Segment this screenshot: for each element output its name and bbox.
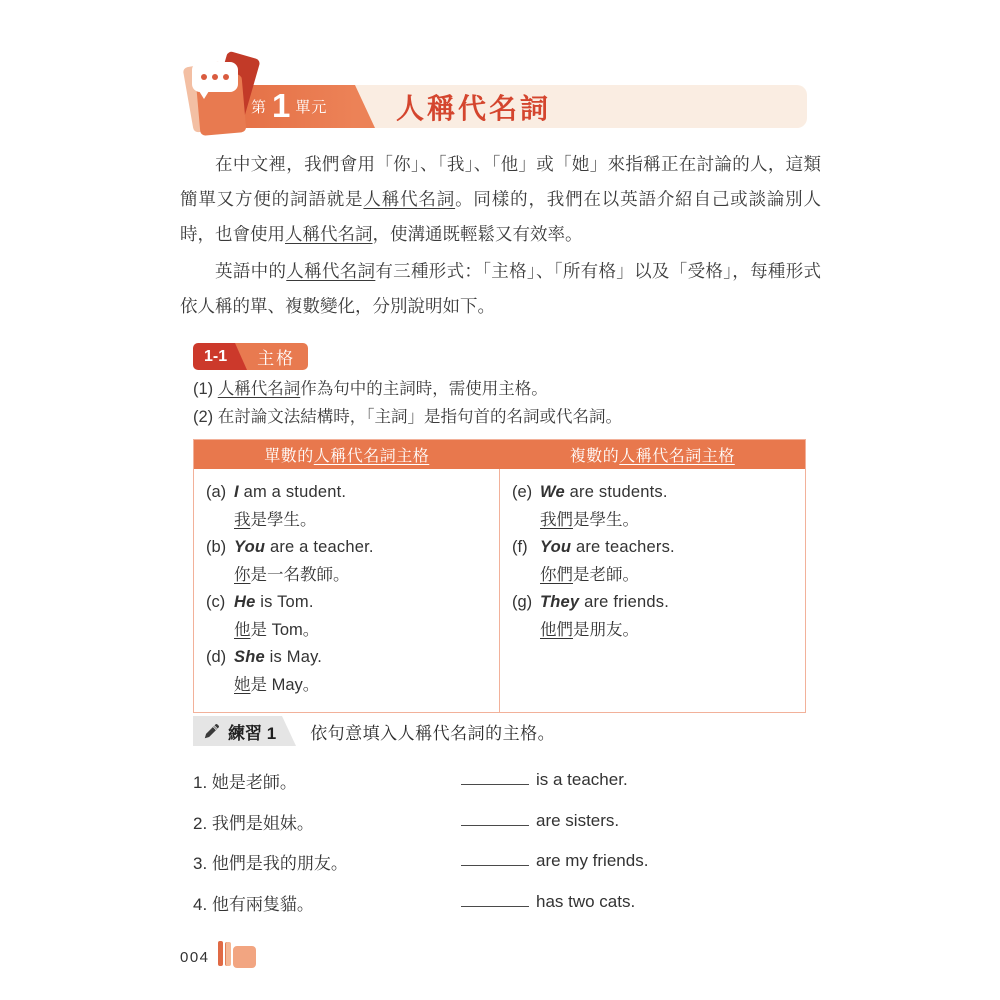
book-tabs-icon	[218, 938, 260, 970]
table-column-singular	[194, 469, 499, 712]
table-entry: (e) We are students. 我們是學生。	[512, 483, 668, 529]
table-header-plural: 複數的 人稱代名詞主格	[569, 448, 735, 465]
unit-banner	[193, 85, 807, 128]
pencil-icon	[203, 722, 221, 740]
unit-badge-slant	[355, 85, 375, 128]
answer-blank	[461, 768, 529, 785]
section-title: 主格	[235, 343, 308, 370]
intro-paragraph-1: 在中文裡，我們會用「你」、「我」、「他」或「她」來指稱正在討論的人，這類簡單又方便的詞語就是人稱代名詞。同樣的，我們在以英語介紹自己或談論別人時，也會使用人稱代名詞，使溝通既輕鬆又有效率。	[180, 154, 822, 244]
exercise-item: 4. 他有兩隻貓。 has two cats.	[193, 892, 636, 914]
grammar-table	[193, 439, 806, 713]
section-badge	[193, 343, 308, 370]
table-column-plural	[499, 469, 805, 712]
chapter-decoration	[186, 52, 270, 142]
exercise-instruction: 依句意填入人稱代名詞的主格。	[310, 723, 556, 743]
unit-suffix: 單元	[295, 99, 328, 116]
section-note-2: (2) 在討論文法結構時，「主詞」是指句首的名詞或代名詞。	[193, 408, 622, 426]
table-entry: (f) You are teachers. 你們是老師。	[512, 538, 675, 584]
page-number: 004	[180, 949, 210, 966]
answer-blank	[461, 809, 529, 826]
answer-blank	[461, 849, 529, 866]
table-body	[194, 469, 805, 712]
table-entry: (c) He is Tom. 他是 Tom。	[206, 593, 320, 639]
table-header-row	[194, 440, 805, 469]
exercise-item: 1. 她是老師。 is a teacher.	[193, 770, 628, 792]
table-entry: (a) I am a student. 我是學生。	[206, 483, 347, 529]
table-entry: (b) You are a teacher. 你是一名教師。	[206, 538, 374, 584]
page-title: 人稱代名詞	[396, 92, 552, 124]
table-entry: (d) She is May. 她是 May。	[206, 648, 323, 694]
section-number: 1-1	[193, 343, 235, 370]
exercise-badge	[193, 716, 282, 746]
speech-bubble-icon	[192, 62, 238, 92]
exercise-header	[193, 716, 555, 746]
exercise-item: 3. 他們是我的朋友。 are my friends.	[193, 851, 649, 873]
table-entry: (g) They are friends. 他們是朋友。	[512, 593, 670, 639]
page-footer	[180, 936, 260, 970]
unit-number: 1	[272, 87, 291, 124]
exercise-item: 2. 我們是姐妹。 are sisters.	[193, 811, 620, 833]
section-note-1: (1) 人稱代名詞作為句中的主詞時，需使用主格。	[193, 380, 548, 398]
unit-prefix: 第	[251, 99, 268, 116]
intro-paragraph-2: 英語中的人稱代名詞有三種形式：「主格」、「所有格」以及「受格」，每種形式依人稱的單、複數變化，分別說明如下。	[180, 261, 822, 316]
answer-blank	[461, 890, 529, 907]
exercise-label: 練習 1	[228, 723, 277, 743]
table-header-singular: 單數的 人稱代名詞主格	[264, 448, 430, 465]
